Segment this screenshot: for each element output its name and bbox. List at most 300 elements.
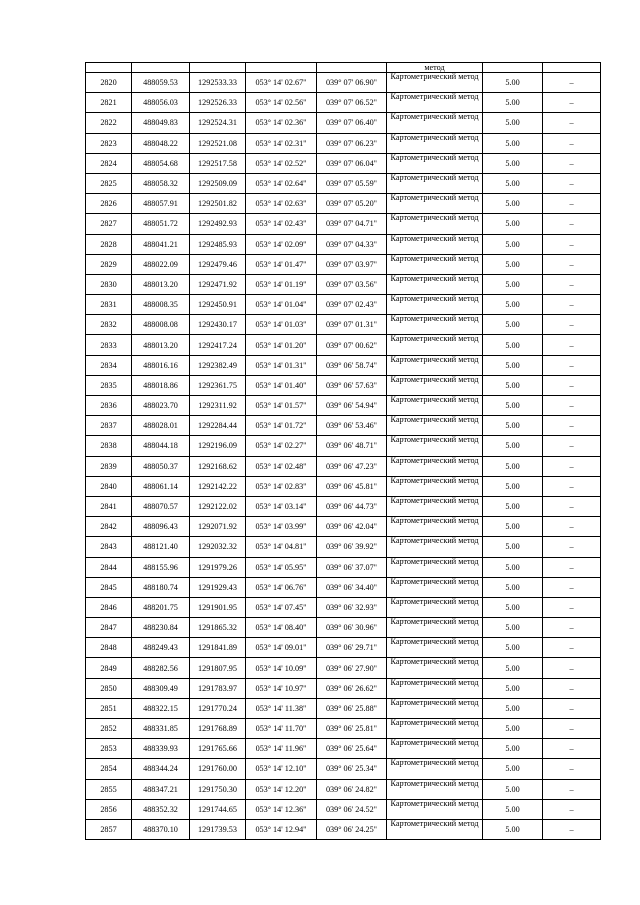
- table-row: [86, 436, 601, 456]
- table-row: [86, 153, 601, 173]
- accuracy-cell: 5.00: [483, 517, 543, 537]
- x-coordinate-cell: 488016.16: [132, 355, 190, 375]
- method-cell: Картометрический метод: [387, 274, 483, 294]
- note-cell: –: [543, 537, 601, 557]
- point-number-cell: 2824: [86, 153, 132, 173]
- method-cell: Картометрический метод: [387, 799, 483, 819]
- y-coordinate-cell: 1292524.31: [190, 113, 246, 133]
- table-row: [86, 799, 601, 819]
- point-number-cell: 2825: [86, 173, 132, 193]
- note-cell: –: [543, 113, 601, 133]
- table-row: [86, 517, 601, 537]
- x-coordinate-cell: 488013.20: [132, 274, 190, 294]
- y-coordinate-cell: 1291865.32: [190, 618, 246, 638]
- accuracy-cell: 5.00: [483, 375, 543, 395]
- y-coordinate-cell: 1292492.93: [190, 214, 246, 234]
- longitude-cell: 039° 06' 25.88": [317, 698, 387, 718]
- table-row: [86, 476, 601, 496]
- method-cell: Картометрический метод: [387, 254, 483, 274]
- table-row: [86, 234, 601, 254]
- longitude-cell: 039° 07' 06.90": [317, 73, 387, 93]
- accuracy-cell: 5.00: [483, 133, 543, 153]
- latitude-cell: 053° 14' 11.96": [246, 739, 317, 759]
- point-number-cell: 2850: [86, 678, 132, 698]
- x-coordinate-cell: 488013.20: [132, 335, 190, 355]
- accuracy-cell: 5.00: [483, 638, 543, 658]
- method-cell: Картометрический метод: [387, 577, 483, 597]
- table-row: [86, 416, 601, 436]
- longitude-cell: 039° 07' 06.52": [317, 93, 387, 113]
- table-row: [86, 739, 601, 759]
- note-cell: –: [543, 295, 601, 315]
- y-coordinate-cell: 1292361.75: [190, 375, 246, 395]
- note-cell: –: [543, 254, 601, 274]
- y-coordinate-cell: 1291765.66: [190, 739, 246, 759]
- accuracy-cell: 5.00: [483, 698, 543, 718]
- x-coordinate-cell: 488022.09: [132, 254, 190, 274]
- accuracy-cell: 5.00: [483, 274, 543, 294]
- x-coordinate-cell: 488048.22: [132, 133, 190, 153]
- method-cell: Картометрический метод: [387, 496, 483, 516]
- y-coordinate-cell: 1292509.09: [190, 173, 246, 193]
- point-number-cell: 2840: [86, 476, 132, 496]
- point-number-cell: 2833: [86, 335, 132, 355]
- latitude-cell: 053° 14' 07.45": [246, 597, 317, 617]
- point-number-cell: 2829: [86, 254, 132, 274]
- point-number-cell: 2820: [86, 73, 132, 93]
- table-row: [86, 113, 601, 133]
- accuracy-cell: 5.00: [483, 295, 543, 315]
- method-cell: Картометрический метод: [387, 295, 483, 315]
- table-row: [86, 355, 601, 375]
- accuracy-cell: 5.00: [483, 678, 543, 698]
- method-cell: Картометрический метод: [387, 537, 483, 557]
- table-row: [86, 214, 601, 234]
- x-coordinate-cell: 488322.15: [132, 698, 190, 718]
- table-row: [86, 557, 601, 577]
- point-number-cell: 2830: [86, 274, 132, 294]
- x-coordinate-cell: 488344.24: [132, 759, 190, 779]
- x-coordinate-cell: 488059.53: [132, 73, 190, 93]
- note-cell: –: [543, 194, 601, 214]
- latitude-cell: 053° 14' 02.09": [246, 234, 317, 254]
- method-continuation-cell: метод: [387, 63, 483, 73]
- table-row: [86, 133, 601, 153]
- point-number-cell: 2831: [86, 295, 132, 315]
- table-row: [86, 173, 601, 193]
- note-cell: –: [543, 234, 601, 254]
- accuracy-cell: 5.00: [483, 214, 543, 234]
- y-coordinate-cell: 1291841.89: [190, 638, 246, 658]
- latitude-cell: 053° 14' 01.04": [246, 295, 317, 315]
- latitude-cell: 053° 14' 02.83": [246, 476, 317, 496]
- accuracy-cell: 5.00: [483, 618, 543, 638]
- accuracy-cell: 5.00: [483, 335, 543, 355]
- x-coordinate-cell: 488018.86: [132, 375, 190, 395]
- longitude-cell: 039° 07' 01.31": [317, 315, 387, 335]
- y-coordinate-cell: 1292533.33: [190, 73, 246, 93]
- y-coordinate-cell: 1292417.24: [190, 335, 246, 355]
- method-cell: Картометрический метод: [387, 476, 483, 496]
- latitude-cell: 053° 14' 01.47": [246, 254, 317, 274]
- latitude-cell: 053° 14' 12.36": [246, 799, 317, 819]
- note-cell: –: [543, 739, 601, 759]
- longitude-cell: 039° 06' 25.81": [317, 719, 387, 739]
- table-row: [86, 759, 601, 779]
- latitude-cell: 053° 14' 12.20": [246, 779, 317, 799]
- method-cell: Картометрический метод: [387, 779, 483, 799]
- table-row: [86, 375, 601, 395]
- point-number-cell: 2822: [86, 113, 132, 133]
- longitude-cell: 039° 06' 27.90": [317, 658, 387, 678]
- table-row: [86, 597, 601, 617]
- table-row: [86, 295, 601, 315]
- method-cell: Картометрический метод: [387, 335, 483, 355]
- x-coordinate-cell: 488096.43: [132, 517, 190, 537]
- note-cell: –: [543, 476, 601, 496]
- longitude-cell: 039° 06' 45.81": [317, 476, 387, 496]
- method-cell: Картометрический метод: [387, 719, 483, 739]
- y-coordinate-cell: 1292526.33: [190, 93, 246, 113]
- y-coordinate-cell: 1292479.46: [190, 254, 246, 274]
- method-cell: Картометрический метод: [387, 153, 483, 173]
- longitude-cell: 039° 06' 58.74": [317, 355, 387, 375]
- table-row: [86, 194, 601, 214]
- point-number-cell: 2836: [86, 396, 132, 416]
- latitude-cell: 053° 14' 10.97": [246, 678, 317, 698]
- y-coordinate-cell: 1292032.32: [190, 537, 246, 557]
- point-number-cell: 2841: [86, 496, 132, 516]
- point-number-cell: 2855: [86, 779, 132, 799]
- point-number-cell: 2854: [86, 759, 132, 779]
- point-number-cell: 2827: [86, 214, 132, 234]
- method-cell: Картометрический метод: [387, 517, 483, 537]
- latitude-cell: 053° 14' 02.43": [246, 214, 317, 234]
- note-cell: –: [543, 759, 601, 779]
- method-cell: Картометрический метод: [387, 698, 483, 718]
- longitude-cell: 039° 06' 47.23": [317, 456, 387, 476]
- point-number-cell: 2826: [86, 194, 132, 214]
- note-cell: –: [543, 73, 601, 93]
- latitude-cell: 053° 14' 12.94": [246, 819, 317, 839]
- table-row: [86, 335, 601, 355]
- note-cell: –: [543, 597, 601, 617]
- method-cell: Картометрический метод: [387, 375, 483, 395]
- method-cell: Картометрический метод: [387, 315, 483, 335]
- longitude-cell: 039° 07' 04.71": [317, 214, 387, 234]
- table-row: [86, 537, 601, 557]
- x-coordinate-cell: 488070.57: [132, 496, 190, 516]
- note-cell: –: [543, 819, 601, 839]
- method-cell: Картометрический метод: [387, 456, 483, 476]
- x-coordinate-cell: 488282.56: [132, 658, 190, 678]
- table-row: [86, 456, 601, 476]
- latitude-cell: 053° 14' 09.01": [246, 638, 317, 658]
- longitude-cell: 039° 06' 57.63": [317, 375, 387, 395]
- latitude-cell: 053° 14' 04.81": [246, 537, 317, 557]
- method-cell: Картометрический метод: [387, 658, 483, 678]
- latitude-cell: 053° 14' 02.36": [246, 113, 317, 133]
- note-cell: –: [543, 618, 601, 638]
- empty-cell: [543, 63, 601, 73]
- point-number-cell: 2853: [86, 739, 132, 759]
- note-cell: –: [543, 799, 601, 819]
- point-number-cell: 2839: [86, 456, 132, 476]
- table-row: [86, 618, 601, 638]
- note-cell: –: [543, 658, 601, 678]
- coordinates-table-page: [85, 62, 600, 840]
- point-number-cell: 2823: [86, 133, 132, 153]
- y-coordinate-cell: 1291744.65: [190, 799, 246, 819]
- note-cell: –: [543, 355, 601, 375]
- point-number-cell: 2857: [86, 819, 132, 839]
- accuracy-cell: 5.00: [483, 416, 543, 436]
- point-number-cell: 2832: [86, 315, 132, 335]
- method-cell: Картометрический метод: [387, 355, 483, 375]
- accuracy-cell: 5.00: [483, 819, 543, 839]
- note-cell: –: [543, 436, 601, 456]
- note-cell: –: [543, 557, 601, 577]
- note-cell: –: [543, 678, 601, 698]
- accuracy-cell: 5.00: [483, 739, 543, 759]
- longitude-cell: 039° 06' 24.25": [317, 819, 387, 839]
- accuracy-cell: 5.00: [483, 597, 543, 617]
- longitude-cell: 039° 06' 48.71": [317, 436, 387, 456]
- longitude-cell: 039° 06' 25.64": [317, 739, 387, 759]
- accuracy-cell: 5.00: [483, 759, 543, 779]
- latitude-cell: 053° 14' 01.03": [246, 315, 317, 335]
- method-cell: Картометрический метод: [387, 396, 483, 416]
- point-number-cell: 2846: [86, 597, 132, 617]
- longitude-cell: 039° 07' 04.33": [317, 234, 387, 254]
- latitude-cell: 053° 14' 01.31": [246, 355, 317, 375]
- note-cell: –: [543, 779, 601, 799]
- method-cell: Картометрический метод: [387, 638, 483, 658]
- note-cell: –: [543, 719, 601, 739]
- longitude-cell: 039° 06' 34.40": [317, 577, 387, 597]
- note-cell: –: [543, 315, 601, 335]
- note-cell: –: [543, 496, 601, 516]
- point-number-cell: 2848: [86, 638, 132, 658]
- x-coordinate-cell: 488309.49: [132, 678, 190, 698]
- note-cell: –: [543, 698, 601, 718]
- point-number-cell: 2852: [86, 719, 132, 739]
- x-coordinate-cell: 488352.32: [132, 799, 190, 819]
- x-coordinate-cell: 488028.01: [132, 416, 190, 436]
- y-coordinate-cell: 1291770.24: [190, 698, 246, 718]
- method-cell: Картометрический метод: [387, 416, 483, 436]
- note-cell: –: [543, 517, 601, 537]
- accuracy-cell: 5.00: [483, 93, 543, 113]
- longitude-cell: 039° 06' 24.82": [317, 779, 387, 799]
- method-cell: Картометрический метод: [387, 113, 483, 133]
- accuracy-cell: 5.00: [483, 436, 543, 456]
- coordinates-table-body: [86, 63, 601, 840]
- longitude-cell: 039° 06' 54.94": [317, 396, 387, 416]
- empty-cell: [86, 63, 132, 73]
- x-coordinate-cell: 488249.43: [132, 638, 190, 658]
- method-cell: Картометрический метод: [387, 678, 483, 698]
- y-coordinate-cell: 1292168.62: [190, 456, 246, 476]
- latitude-cell: 053° 14' 02.48": [246, 456, 317, 476]
- accuracy-cell: 5.00: [483, 396, 543, 416]
- table-row: [86, 819, 601, 839]
- accuracy-cell: 5.00: [483, 113, 543, 133]
- latitude-cell: 053° 14' 02.31": [246, 133, 317, 153]
- y-coordinate-cell: 1292430.17: [190, 315, 246, 335]
- longitude-cell: 039° 07' 00.62": [317, 335, 387, 355]
- latitude-cell: 053° 14' 02.67": [246, 73, 317, 93]
- x-coordinate-cell: 488008.08: [132, 315, 190, 335]
- x-coordinate-cell: 488051.72: [132, 214, 190, 234]
- continuation-row: [86, 63, 601, 73]
- note-cell: –: [543, 335, 601, 355]
- table-row: [86, 698, 601, 718]
- table-row: [86, 577, 601, 597]
- accuracy-cell: 5.00: [483, 577, 543, 597]
- longitude-cell: 039° 06' 24.52": [317, 799, 387, 819]
- point-number-cell: 2842: [86, 517, 132, 537]
- coordinates-table: [85, 62, 601, 840]
- note-cell: –: [543, 456, 601, 476]
- table-row: [86, 315, 601, 335]
- latitude-cell: 053° 14' 06.76": [246, 577, 317, 597]
- table-row: [86, 678, 601, 698]
- method-cell: Картометрический метод: [387, 597, 483, 617]
- y-coordinate-cell: 1292142.22: [190, 476, 246, 496]
- longitude-cell: 039° 06' 53.46": [317, 416, 387, 436]
- accuracy-cell: 5.00: [483, 476, 543, 496]
- longitude-cell: 039° 06' 25.34": [317, 759, 387, 779]
- empty-cell: [317, 63, 387, 73]
- note-cell: –: [543, 93, 601, 113]
- point-number-cell: 2844: [86, 557, 132, 577]
- accuracy-cell: 5.00: [483, 496, 543, 516]
- table-row: [86, 254, 601, 274]
- method-cell: Картометрический метод: [387, 819, 483, 839]
- table-row: [86, 93, 601, 113]
- accuracy-cell: 5.00: [483, 234, 543, 254]
- longitude-cell: 039° 07' 06.04": [317, 153, 387, 173]
- y-coordinate-cell: 1291783.97: [190, 678, 246, 698]
- note-cell: –: [543, 133, 601, 153]
- x-coordinate-cell: 488049.83: [132, 113, 190, 133]
- method-cell: Картометрический метод: [387, 133, 483, 153]
- accuracy-cell: 5.00: [483, 73, 543, 93]
- method-cell: Картометрический метод: [387, 234, 483, 254]
- x-coordinate-cell: 488041.21: [132, 234, 190, 254]
- y-coordinate-cell: 1291807.95: [190, 658, 246, 678]
- note-cell: –: [543, 577, 601, 597]
- y-coordinate-cell: 1292122.02: [190, 496, 246, 516]
- table-row: [86, 779, 601, 799]
- longitude-cell: 039° 07' 03.97": [317, 254, 387, 274]
- point-number-cell: 2821: [86, 93, 132, 113]
- latitude-cell: 053° 14' 01.72": [246, 416, 317, 436]
- longitude-cell: 039° 06' 39.92": [317, 537, 387, 557]
- accuracy-cell: 5.00: [483, 315, 543, 335]
- empty-cell: [132, 63, 190, 73]
- table-row: [86, 73, 601, 93]
- x-coordinate-cell: 488155.96: [132, 557, 190, 577]
- method-cell: Картометрический метод: [387, 73, 483, 93]
- x-coordinate-cell: 488050.37: [132, 456, 190, 476]
- y-coordinate-cell: 1292471.92: [190, 274, 246, 294]
- longitude-cell: 039° 07' 03.56": [317, 274, 387, 294]
- x-coordinate-cell: 488230.84: [132, 618, 190, 638]
- method-cell: Картометрический метод: [387, 618, 483, 638]
- x-coordinate-cell: 488056.03: [132, 93, 190, 113]
- point-number-cell: 2851: [86, 698, 132, 718]
- method-cell: Картометрический метод: [387, 93, 483, 113]
- longitude-cell: 039° 06' 32.93": [317, 597, 387, 617]
- latitude-cell: 053° 14' 11.38": [246, 698, 317, 718]
- latitude-cell: 053° 14' 01.40": [246, 375, 317, 395]
- latitude-cell: 053° 14' 02.52": [246, 153, 317, 173]
- latitude-cell: 053° 14' 01.19": [246, 274, 317, 294]
- accuracy-cell: 5.00: [483, 153, 543, 173]
- note-cell: –: [543, 375, 601, 395]
- y-coordinate-cell: 1291750.30: [190, 779, 246, 799]
- longitude-cell: 039° 07' 06.23": [317, 133, 387, 153]
- x-coordinate-cell: 488023.70: [132, 396, 190, 416]
- y-coordinate-cell: 1292517.58: [190, 153, 246, 173]
- note-cell: –: [543, 396, 601, 416]
- accuracy-cell: 5.00: [483, 194, 543, 214]
- accuracy-cell: 5.00: [483, 173, 543, 193]
- latitude-cell: 053° 14' 03.99": [246, 517, 317, 537]
- table-row: [86, 496, 601, 516]
- point-number-cell: 2828: [86, 234, 132, 254]
- latitude-cell: 053° 14' 12.10": [246, 759, 317, 779]
- accuracy-cell: 5.00: [483, 719, 543, 739]
- y-coordinate-cell: 1291929.43: [190, 577, 246, 597]
- x-coordinate-cell: 488339.93: [132, 739, 190, 759]
- y-coordinate-cell: 1292521.08: [190, 133, 246, 153]
- longitude-cell: 039° 07' 05.20": [317, 194, 387, 214]
- y-coordinate-cell: 1291739.53: [190, 819, 246, 839]
- y-coordinate-cell: 1292501.82: [190, 194, 246, 214]
- point-number-cell: 2838: [86, 436, 132, 456]
- point-number-cell: 2837: [86, 416, 132, 436]
- y-coordinate-cell: 1292450.91: [190, 295, 246, 315]
- y-coordinate-cell: 1291979.26: [190, 557, 246, 577]
- latitude-cell: 053° 14' 01.20": [246, 335, 317, 355]
- longitude-cell: 039° 06' 37.07": [317, 557, 387, 577]
- empty-cell: [190, 63, 246, 73]
- latitude-cell: 053° 14' 02.56": [246, 93, 317, 113]
- method-cell: Картометрический метод: [387, 436, 483, 456]
- y-coordinate-cell: 1292382.49: [190, 355, 246, 375]
- accuracy-cell: 5.00: [483, 537, 543, 557]
- y-coordinate-cell: 1292284.44: [190, 416, 246, 436]
- empty-cell: [246, 63, 317, 73]
- method-cell: Картометрический метод: [387, 214, 483, 234]
- longitude-cell: 039° 06' 42.04": [317, 517, 387, 537]
- x-coordinate-cell: 488061.14: [132, 476, 190, 496]
- method-cell: Картометрический метод: [387, 194, 483, 214]
- x-coordinate-cell: 488201.75: [132, 597, 190, 617]
- table-row: [86, 638, 601, 658]
- x-coordinate-cell: 488008.35: [132, 295, 190, 315]
- y-coordinate-cell: 1292311.92: [190, 396, 246, 416]
- accuracy-cell: 5.00: [483, 779, 543, 799]
- latitude-cell: 053° 14' 02.27": [246, 436, 317, 456]
- note-cell: –: [543, 173, 601, 193]
- accuracy-cell: 5.00: [483, 557, 543, 577]
- table-row: [86, 719, 601, 739]
- method-cell: Картометрический метод: [387, 739, 483, 759]
